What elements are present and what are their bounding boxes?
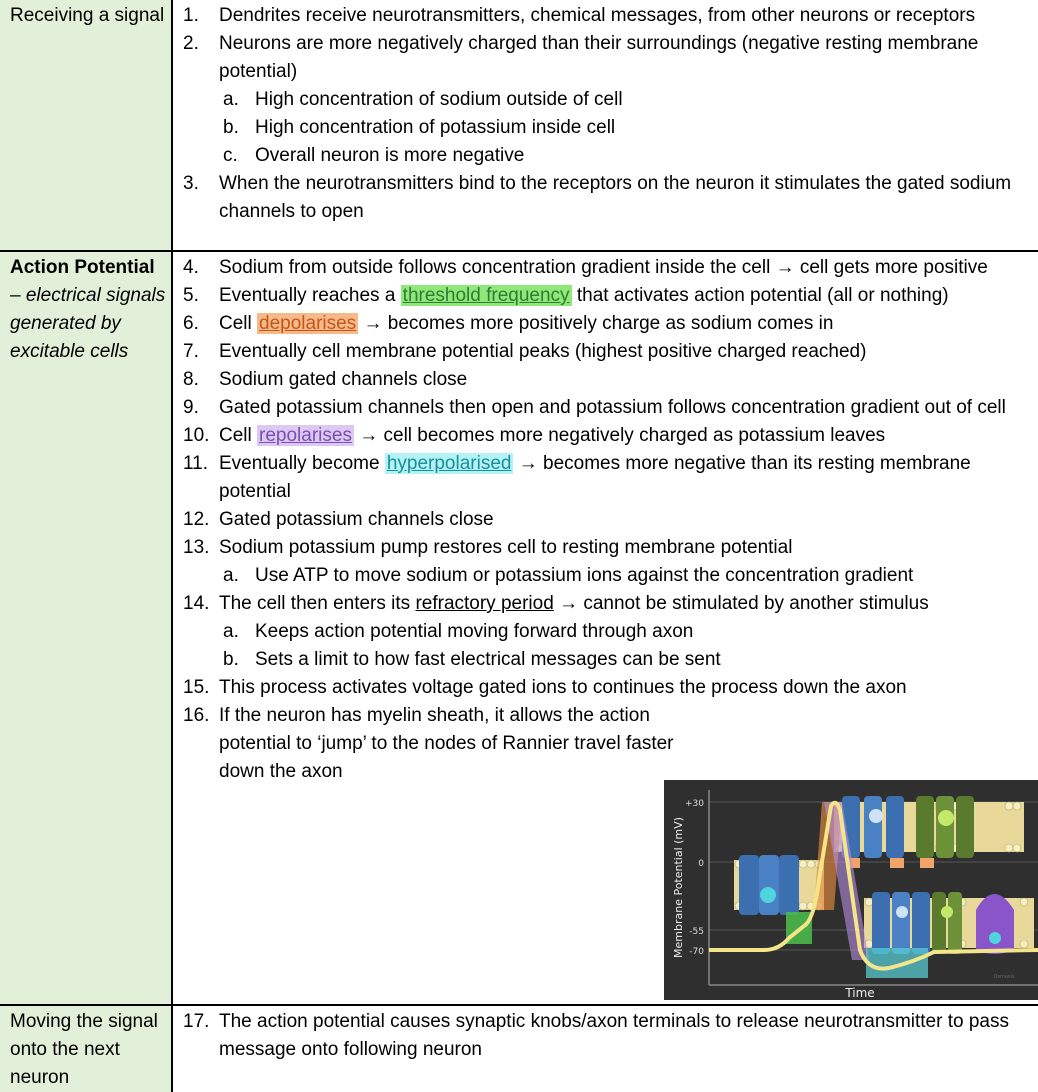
sodium-potassium-pump bbox=[976, 894, 1014, 954]
list-item: 7. Eventually cell membrane potential peaks (highest positive charged reached) bbox=[183, 341, 867, 362]
highlight-threshold: threshold frequency bbox=[402, 285, 570, 306]
tick-label: -55 bbox=[689, 927, 704, 937]
list-item: 4. Sodium from outside follows concentration gradient inside the cell → cell gets more positive bbox=[183, 257, 988, 278]
list-item: 11. Eventually become hyperpolarised → becomes more negative than its resting membrane potential bbox=[183, 453, 971, 502]
list-item: 8. Sodium gated channels close bbox=[183, 369, 468, 390]
row-label-moving-signal bbox=[0, 1005, 172, 1092]
list-item: 17. The action potential causes synaptic knobs/axon terminals to release neurotransmitter to pass message onto following neuron bbox=[183, 1011, 1009, 1060]
list-item: 6. Cell depolarises → becomes more positively charge as sodium comes in bbox=[183, 313, 834, 334]
list-item: 1. Dendrites receive neurotransmitters, chemical messages, from other neurons or receptors bbox=[183, 5, 976, 26]
list-item: 16. If the neuron has myelin sheath, it allows the action potential to ‘jump’ to the nodes of Rannier travel faster down the axon bbox=[183, 705, 674, 782]
x-axis-label: Time bbox=[845, 986, 875, 1000]
label-text: Receiving a signal bbox=[10, 5, 165, 26]
label-subtext: – electrical signals generated by excitable cells bbox=[10, 285, 166, 362]
tick-label: -70 bbox=[689, 947, 704, 957]
list-item: 12. Gated potassium channels close bbox=[183, 509, 494, 530]
list-item: 10. Cell repolarises → cell becomes more negatively charged as potassium leaves bbox=[183, 425, 886, 446]
sub-list-item: b. Sets a limit to how fast electrical messages can be sent bbox=[223, 649, 721, 670]
y-axis-label: Membrane Potential (mV) bbox=[672, 817, 685, 958]
list-item: 14. The cell then enters its refractory period → cannot be stimulated by another stimulus bbox=[183, 593, 929, 614]
hyperpolarisation-region bbox=[866, 948, 928, 978]
sub-list-item: a. Use ATP to move sodium or potassium ions against the concentration gradient bbox=[223, 565, 914, 586]
underline-refractory: refractory period bbox=[415, 593, 554, 614]
list-item: 2. Neurons are more negatively charged than their surroundings (negative resting membrane potential) bbox=[183, 33, 979, 82]
watermark: Osmosis bbox=[993, 974, 1015, 980]
sodium-channel bbox=[739, 855, 799, 915]
label-text: Action Potential bbox=[10, 257, 155, 278]
list-item: 3. When the neurotransmitters bind to the receptors on the neuron it stimulates the gated sodium channels to open bbox=[183, 173, 1012, 222]
list-item: 15. This process activates voltage gated ions to continues the process down the axon bbox=[183, 677, 907, 698]
sodium-channel-closed bbox=[872, 892, 930, 954]
potassium-channel bbox=[916, 796, 974, 868]
action-potential-diagram bbox=[664, 780, 1038, 1000]
sub-list-item: c. Overall neuron is more negative bbox=[223, 145, 525, 166]
tick-label: +30 bbox=[685, 799, 704, 809]
row-label-action-potential bbox=[0, 251, 172, 1005]
highlight-hyperpolarised: hyperpolarised bbox=[386, 453, 512, 474]
action-potential-figure bbox=[664, 780, 1038, 1000]
highlight-depolarises: depolarises bbox=[259, 313, 357, 334]
row-content-receiving bbox=[172, 0, 1038, 251]
sub-list-item: b. High concentration of potassium inside cell bbox=[223, 117, 616, 138]
row-moving-signal bbox=[0, 1005, 1038, 1092]
tick-label: 0 bbox=[698, 859, 704, 869]
row-receiving bbox=[0, 0, 1038, 251]
list-item: 13. Sodium potassium pump restores cell to resting membrane potential bbox=[183, 537, 793, 558]
row-label-receiving bbox=[0, 0, 172, 251]
row-content-moving-signal bbox=[172, 1005, 1038, 1092]
sub-list-item: a. Keeps action potential moving forward through axon bbox=[223, 621, 694, 642]
highlight-repolarises: repolarises bbox=[259, 425, 352, 446]
sub-list-item: a. High concentration of sodium outside of cell bbox=[223, 89, 623, 110]
list-item: 5. Eventually reaches a threshold frequency that activates action potential (all or nothing) bbox=[183, 285, 949, 306]
list-item: 9. Gated potassium channels then open and potassium follows concentration gradient out of cell bbox=[183, 397, 1006, 418]
label-text: Moving the signal onto the next neuron bbox=[10, 1011, 158, 1088]
